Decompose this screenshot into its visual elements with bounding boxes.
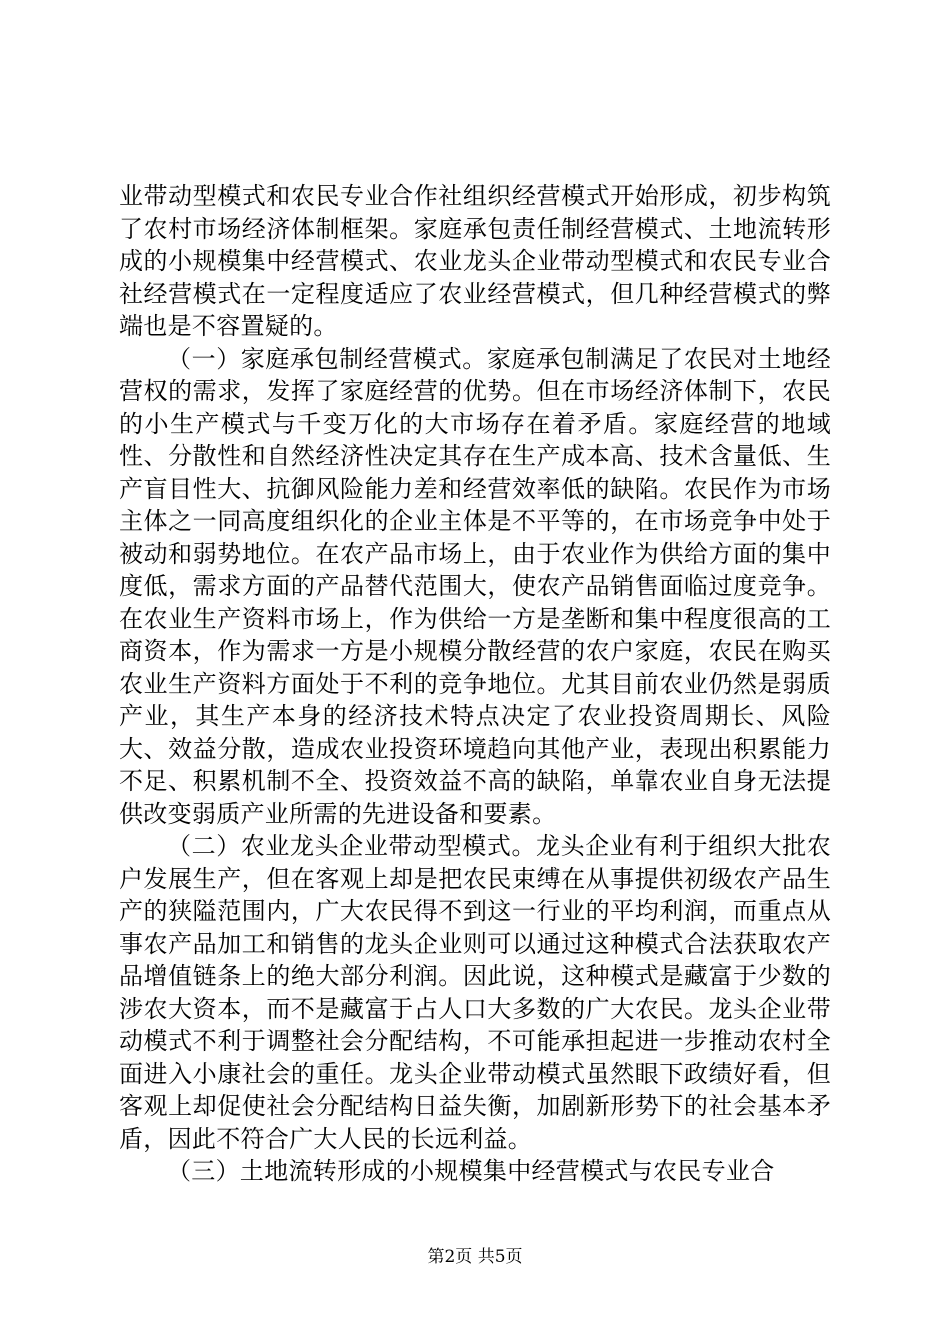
paragraph-section-3: （三）土地流转形成的小规模集中经营模式与农民专业合: [167, 1157, 775, 1185]
paragraph-intro: 业带动型模式和农民专业合作社组织经营模式开始形成，初步构筑了农村市场经济体制框架。家庭承包责任制经营模式、土地流转形成的小规模集中经营模式、农业龙头企业带动型模式和农民专业合社经营模式在一定程度适应了农业经营模式，但几种经营模式的弊端也是不容置疑的。: [119, 182, 831, 340]
page-number-footer: 第2页 共5页: [427, 1247, 523, 1267]
document-body: [119, 180, 831, 1188]
paragraph-section-1: （一）家庭承包制经营模式。家庭承包制满足了农民对土地经营权的需求，发挥了家庭经营的优势。但在市场经济体制下，农民的小生产模式与千变万化的大市场存在着矛盾。家庭经营的地域性、分散性和自然经济性决定其存在生产成本高、技术含量低、生产盲目性大、抗御风险能力差和经营效率低的缺陷。农民作为市场主体之一同高度组织化的企业主体是不平等的，在市场竞争中处于被动和弱势地位。在农产品市场上，由于农业作为供给方面的集中度低，需求方面的产品替代范围大，使农产品销售面临过度竞争。在农业生产资料市场上，作为供给一方是垄断和集中程度很高的工商资本，作为需求一方是小规模分散经营的农户家庭，农民在购买农业生产资料方面处于不利的竞争地位。尤其目前农业仍然是弱质产业，其生产本身的经济技术特点决定了农业投资周期长、风险大、效益分散，造成农业投资环境趋向其他产业，表现出积累能力不足、积累机制不全、投资效益不高的缺陷，单靠农业自身无法提供改变弱质产业所需的先进设备和要素。: [119, 344, 831, 828]
paragraph-section-2: （二）农业龙头企业带动型模式。龙头企业有利于组织大批农户发展生产，但在客观上却是把农民束缚在从事提供初级农产品生产的狭隘范围内，广大农民得不到这一行业的平均利润，而重点从事农产品加工和销售的龙头企业则可以通过这种模式合法获取农产品增值链条上的绝大部分利润。因此说，这种模式是藏富于少数的涉农大资本，而不是藏富于占人口大多数的广大农民。龙头企业带动模式不利于调整社会分配结构，不可能承担起进一步推动农村全面进入小康社会的重任。龙头企业带动模式虽然眼下政绩好看，但客观上却促使社会分配结构日益失衡，加剧新形势下的社会基本矛盾，因此不符合广大人民的长远利益。: [119, 832, 831, 1153]
